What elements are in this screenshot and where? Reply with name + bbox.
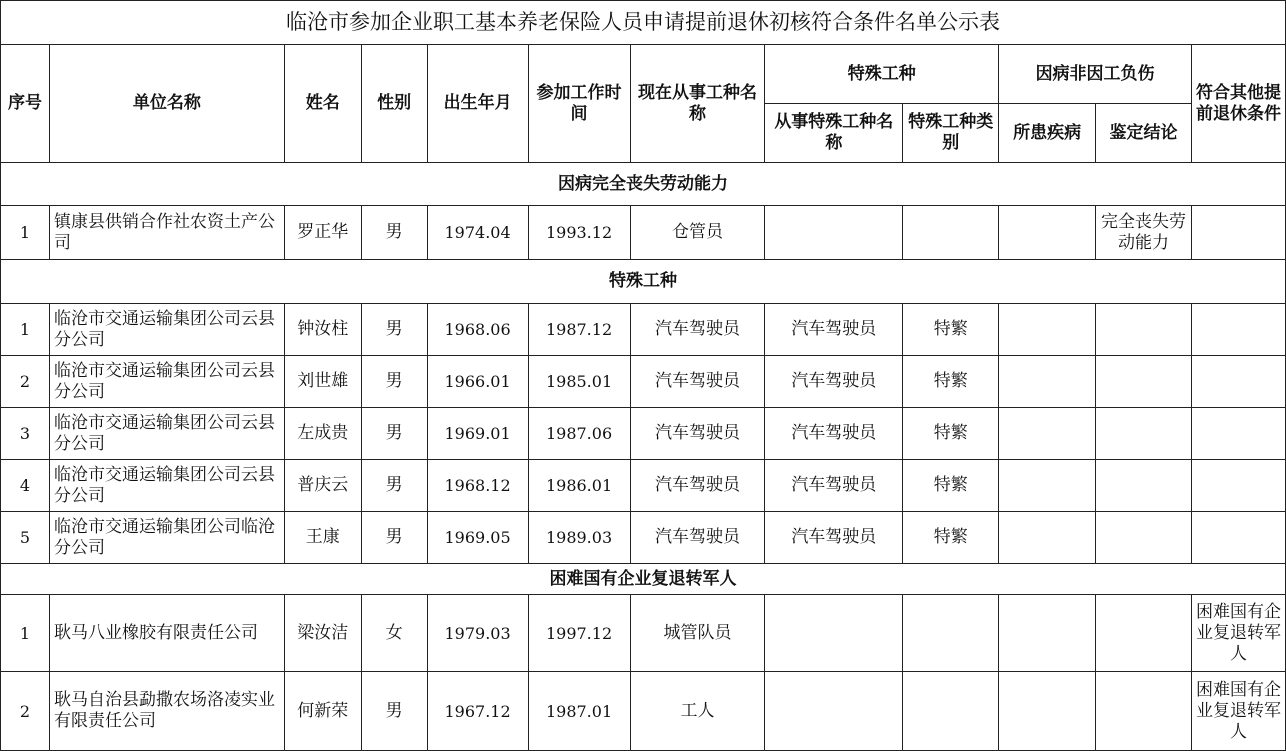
cell-other <box>1191 460 1285 512</box>
section-label: 困难国有企业复退转军人 <box>1 564 1286 595</box>
table-row <box>1 304 1286 356</box>
cell-birth: 1969.01 <box>427 408 528 460</box>
cell-other <box>1191 408 1285 460</box>
cell-name: 刘世雄 <box>284 356 361 408</box>
cell-work-start: 1997.12 <box>528 595 630 672</box>
cell-birth: 1966.01 <box>427 356 528 408</box>
cell-gender: 男 <box>361 408 427 460</box>
cell-special-name <box>765 595 903 672</box>
cell-gender: 女 <box>361 595 427 672</box>
header-illness-conclusion: 鉴定结论 <box>1096 104 1192 163</box>
cell-special-name: 汽车驾驶员 <box>765 304 903 356</box>
page-title: 临沧市参加企业职工基本养老保险人员申请提前退休初核符合条件名单公示表 <box>1 1 1286 45</box>
cell-special-name: 汽车驾驶员 <box>765 408 903 460</box>
cell-conclusion <box>1096 408 1192 460</box>
cell-special-type: 特繁 <box>903 356 999 408</box>
cell-special-type <box>903 595 999 672</box>
header-special-name: 从事特殊工种名称 <box>765 104 903 163</box>
header-work-start: 参加工作时间 <box>528 45 630 163</box>
cell-conclusion <box>1096 356 1192 408</box>
cell-disease <box>999 206 1096 260</box>
header-gender: 性别 <box>361 45 427 163</box>
header-special-type: 特殊工种类别 <box>903 104 999 163</box>
cell-work-start: 1993.12 <box>528 206 630 260</box>
cell-disease <box>999 304 1096 356</box>
cell-special-name <box>765 206 903 260</box>
cell-other <box>1191 206 1285 260</box>
cell-special-name: 汽车驾驶员 <box>765 512 903 564</box>
cell-name: 何新荣 <box>284 672 361 751</box>
cell-special-type: 特繁 <box>903 408 999 460</box>
cell-special-type: 特繁 <box>903 304 999 356</box>
cell-current-job: 仓管员 <box>630 206 765 260</box>
cell-conclusion <box>1096 595 1192 672</box>
header-illness-disease: 所患疾病 <box>999 104 1096 163</box>
cell-disease <box>999 356 1096 408</box>
header-special: 特殊工种 <box>765 45 999 104</box>
cell-current-job: 汽车驾驶员 <box>630 408 765 460</box>
header-other: 符合其他提前退休条件 <box>1191 45 1285 163</box>
cell-name: 梁汝洁 <box>284 595 361 672</box>
cell-work-start: 1986.01 <box>528 460 630 512</box>
cell-birth: 1979.03 <box>427 595 528 672</box>
cell-disease <box>999 595 1096 672</box>
header-unit: 单位名称 <box>49 45 284 163</box>
cell-other <box>1191 356 1285 408</box>
cell-conclusion: 完全丧失劳动能力 <box>1096 206 1192 260</box>
cell-unit: 镇康县供销合作社农资土产公司 <box>49 206 284 260</box>
cell-other: 困难国有企业复退转军人 <box>1191 672 1285 751</box>
cell-seq: 5 <box>1 512 50 564</box>
cell-gender: 男 <box>361 206 427 260</box>
cell-current-job: 工人 <box>630 672 765 751</box>
cell-unit: 临沧市交通运输集团公司临沧分公司 <box>49 512 284 564</box>
cell-special-name: 汽车驾驶员 <box>765 460 903 512</box>
table-row <box>1 206 1286 260</box>
cell-work-start: 1987.01 <box>528 672 630 751</box>
cell-unit: 临沧市交通运输集团公司云县分公司 <box>49 356 284 408</box>
cell-special-type: 特繁 <box>903 512 999 564</box>
cell-special-type: 特繁 <box>903 460 999 512</box>
section-label: 特殊工种 <box>1 260 1286 304</box>
cell-conclusion <box>1096 672 1192 751</box>
cell-other <box>1191 512 1285 564</box>
cell-seq: 1 <box>1 206 50 260</box>
section-row <box>1 260 1286 304</box>
cell-gender: 男 <box>361 356 427 408</box>
cell-seq: 1 <box>1 595 50 672</box>
cell-current-job: 汽车驾驶员 <box>630 304 765 356</box>
section-row <box>1 163 1286 206</box>
cell-name: 罗正华 <box>284 206 361 260</box>
cell-unit: 临沧市交通运输集团公司云县分公司 <box>49 408 284 460</box>
cell-unit: 耿马八业橡胶有限责任公司 <box>49 595 284 672</box>
table-row <box>1 512 1286 564</box>
header-birth: 出生年月 <box>427 45 528 163</box>
header-name: 姓名 <box>284 45 361 163</box>
cell-special-type <box>903 672 999 751</box>
cell-seq: 2 <box>1 672 50 751</box>
cell-gender: 男 <box>361 512 427 564</box>
header-current-job: 现在从事工种名称 <box>630 45 765 163</box>
table-row <box>1 460 1286 512</box>
table-body <box>1 163 1286 751</box>
cell-birth: 1969.05 <box>427 512 528 564</box>
cell-current-job: 汽车驾驶员 <box>630 356 765 408</box>
cell-birth: 1967.12 <box>427 672 528 751</box>
cell-name: 王康 <box>284 512 361 564</box>
header-seq: 序号 <box>1 45 50 163</box>
cell-work-start: 1985.01 <box>528 356 630 408</box>
table-row <box>1 595 1286 672</box>
cell-unit: 耿马自治县勐撒农场洛凌实业有限责任公司 <box>49 672 284 751</box>
table-row <box>1 356 1286 408</box>
section-row <box>1 564 1286 595</box>
cell-seq: 3 <box>1 408 50 460</box>
cell-conclusion <box>1096 512 1192 564</box>
cell-disease <box>999 408 1096 460</box>
cell-birth: 1968.06 <box>427 304 528 356</box>
cell-name: 钟汝柱 <box>284 304 361 356</box>
cell-name: 左成贵 <box>284 408 361 460</box>
cell-disease <box>999 672 1096 751</box>
cell-disease <box>999 460 1096 512</box>
cell-birth: 1968.12 <box>427 460 528 512</box>
cell-current-job: 城管队员 <box>630 595 765 672</box>
cell-work-start: 1987.12 <box>528 304 630 356</box>
cell-work-start: 1987.06 <box>528 408 630 460</box>
cell-current-job: 汽车驾驶员 <box>630 512 765 564</box>
cell-special-name: 汽车驾驶员 <box>765 356 903 408</box>
cell-name: 普庆云 <box>284 460 361 512</box>
cell-gender: 男 <box>361 304 427 356</box>
cell-seq: 2 <box>1 356 50 408</box>
table-row <box>1 408 1286 460</box>
cell-birth: 1974.04 <box>427 206 528 260</box>
cell-special-name <box>765 672 903 751</box>
table-row <box>1 672 1286 751</box>
header-illness: 因病非因工负伤 <box>999 45 1192 104</box>
cell-disease <box>999 512 1096 564</box>
cell-conclusion <box>1096 304 1192 356</box>
cell-work-start: 1989.03 <box>528 512 630 564</box>
cell-seq: 4 <box>1 460 50 512</box>
cell-seq: 1 <box>1 304 50 356</box>
cell-other <box>1191 304 1285 356</box>
section-label: 因病完全丧失劳动能力 <box>1 163 1286 206</box>
cell-conclusion <box>1096 460 1192 512</box>
cell-other: 困难国有企业复退转军人 <box>1191 595 1285 672</box>
cell-current-job: 汽车驾驶员 <box>630 460 765 512</box>
cell-unit: 临沧市交通运输集团公司云县分公司 <box>49 460 284 512</box>
cell-gender: 男 <box>361 460 427 512</box>
cell-special-type <box>903 206 999 260</box>
cell-gender: 男 <box>361 672 427 751</box>
cell-unit: 临沧市交通运输集团公司云县分公司 <box>49 304 284 356</box>
table-header <box>1 1 1286 163</box>
